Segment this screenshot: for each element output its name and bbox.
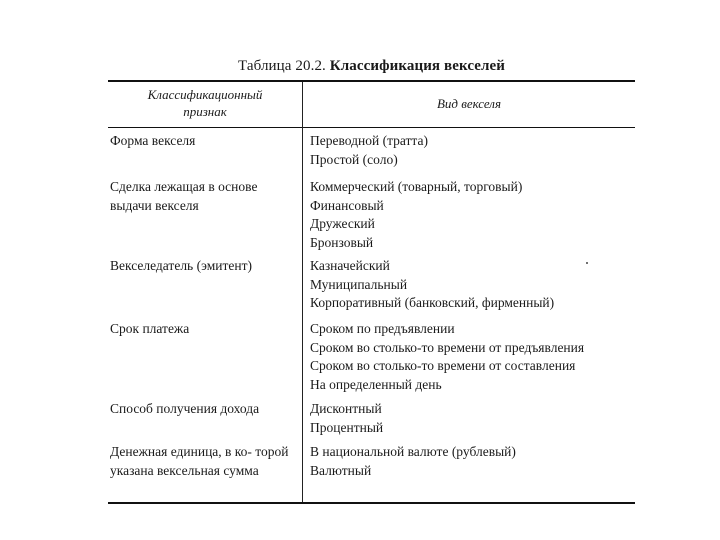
table-caption <box>108 58 635 75</box>
type-item: Дружеский <box>310 216 375 231</box>
row-criterion: Денежная единица, в ко- торой указана вексельная сумма <box>110 444 289 478</box>
type-item: Переводной (тратта) <box>310 133 428 148</box>
row-types <box>310 257 635 313</box>
type-item: Сроком во столько-то времени от составления <box>310 358 576 373</box>
table-header-rule <box>108 127 635 128</box>
row-criterion: Срок платежа <box>110 321 190 336</box>
row-criterion: Способ получения дохода <box>110 401 260 416</box>
type-item: Муниципальный <box>310 276 408 292</box>
type-item: Финансовый <box>310 197 384 213</box>
type-item: На определенный день <box>310 376 442 392</box>
table-top-rule <box>108 80 635 82</box>
type-item: Казначейский <box>310 258 390 273</box>
header-type: Вид векселя <box>436 96 502 111</box>
type-item: В национальной валюте (рублевый) <box>310 444 516 459</box>
row-types <box>310 443 635 480</box>
caption-prefix: Таблица 20.2. <box>237 58 326 74</box>
header-criterion-line2: признак <box>183 104 227 119</box>
type-item: Коммерческий (товарный, торговый) <box>310 179 523 194</box>
row-types <box>310 132 635 169</box>
caption-title: Классификация векселей <box>329 58 506 74</box>
header-criterion-line1: Классификационный <box>147 87 263 102</box>
row-criterion: Сделка лежащая в основе выдачи векселя <box>110 179 258 213</box>
row-criterion: Векселедатель (эмитент) <box>110 258 253 273</box>
row-types <box>310 400 635 437</box>
type-item: Процентный <box>310 419 384 435</box>
stray-dot <box>586 262 588 264</box>
header-criterion <box>108 86 302 120</box>
type-item: Валютный <box>310 462 372 478</box>
type-item: Корпоративный (банковский, фирменный) <box>310 295 555 310</box>
row-types <box>310 178 635 252</box>
type-item: Сроком по предъявлении <box>310 321 455 336</box>
type-item: Дисконтный <box>310 401 382 416</box>
column-divider <box>302 82 303 502</box>
classification-table <box>108 80 635 507</box>
type-item: Простой (соло) <box>310 151 398 167</box>
row-criterion: Форма векселя <box>110 133 196 148</box>
table-bottom-rule <box>108 502 635 504</box>
type-item: Бронзовый <box>310 234 374 250</box>
row-types <box>310 320 635 394</box>
type-item: Сроком во столько-то времени от предъявления <box>310 339 585 355</box>
